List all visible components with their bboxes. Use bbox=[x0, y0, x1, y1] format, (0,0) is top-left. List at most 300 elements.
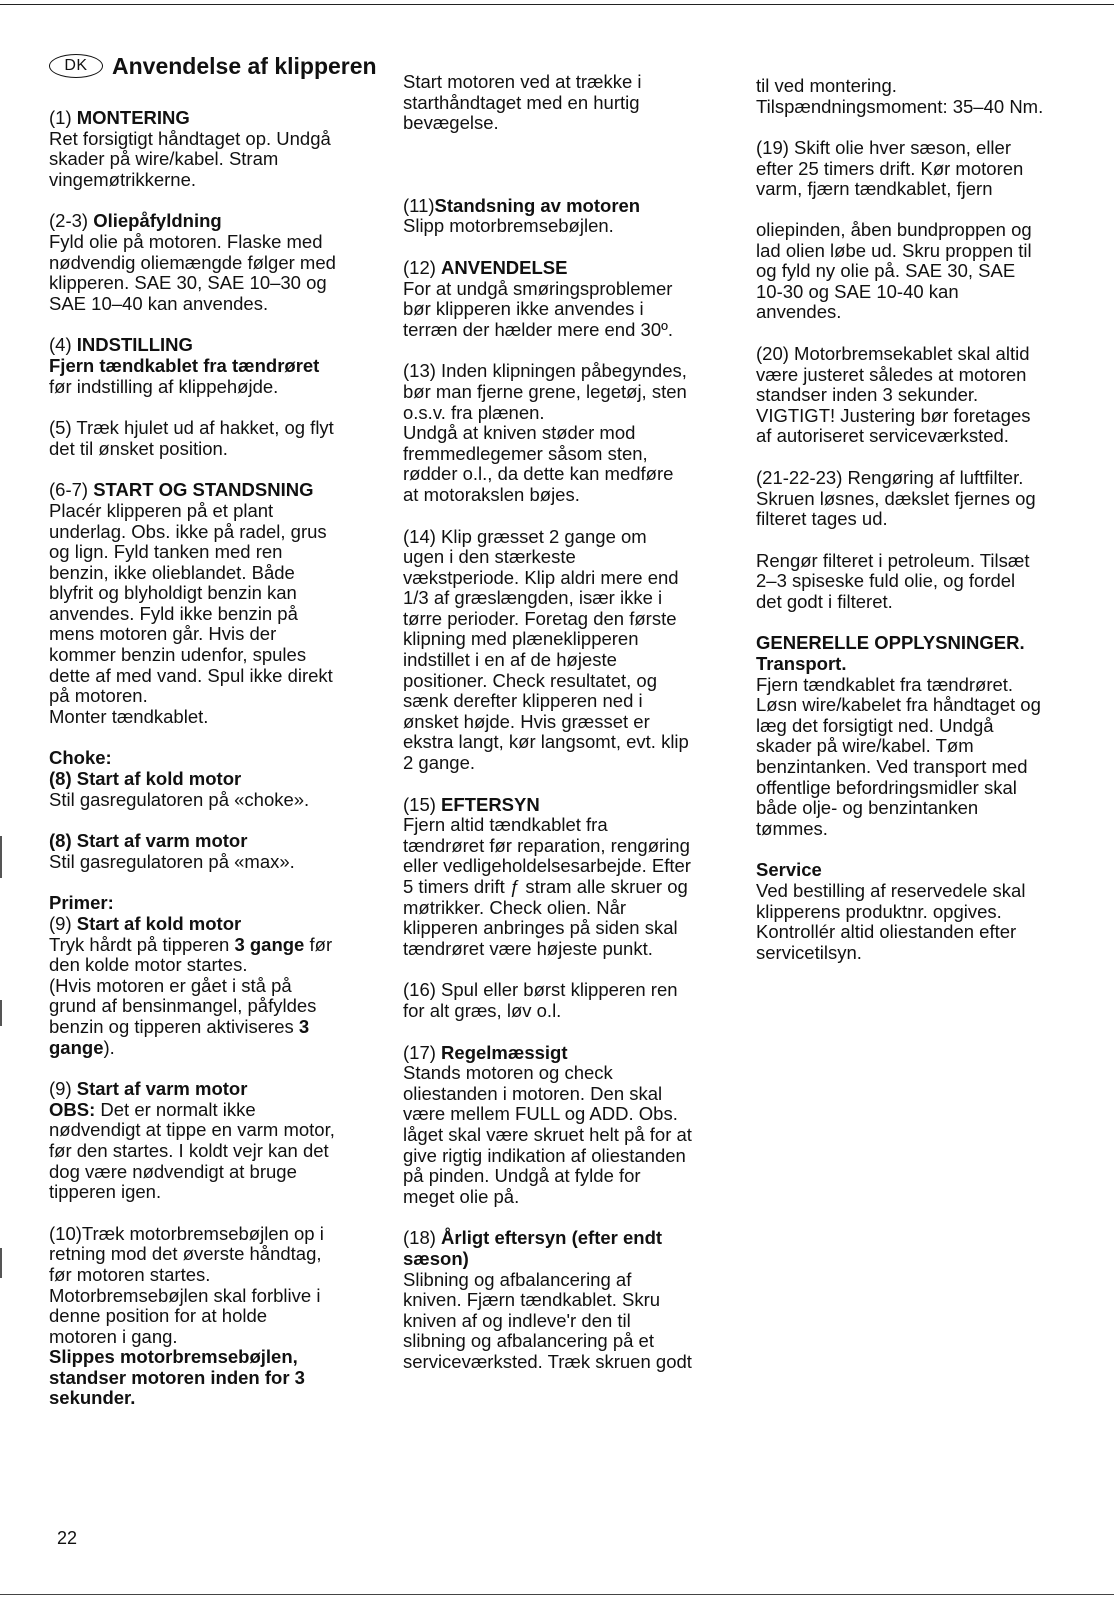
text-line bbox=[49, 294, 379, 315]
section bbox=[49, 748, 379, 810]
text: bør man fjerne grene, legetøj, sten bbox=[403, 380, 687, 402]
section-heading bbox=[49, 480, 379, 501]
text-line bbox=[49, 1120, 379, 1141]
text: Stil gasregulatoren på «max». bbox=[49, 850, 295, 872]
section bbox=[403, 980, 738, 1021]
text-line bbox=[756, 406, 1096, 427]
section bbox=[49, 1224, 379, 1409]
section-title: Start af varm motor bbox=[76, 1078, 248, 1100]
spacer bbox=[403, 134, 738, 175]
text-line bbox=[403, 980, 738, 1001]
text-line bbox=[49, 645, 379, 666]
text: både olje- og benzintanken bbox=[756, 797, 979, 819]
text-line bbox=[756, 261, 1096, 282]
text-line bbox=[756, 97, 1096, 118]
column-3 bbox=[756, 76, 1096, 984]
text-line bbox=[49, 748, 379, 769]
text: Undgå at kniven støder mod bbox=[403, 422, 636, 444]
section-number: (1) bbox=[49, 107, 77, 128]
text: klipperen anbringes på siden skal bbox=[403, 917, 678, 939]
text-line bbox=[49, 1306, 379, 1327]
text-line bbox=[756, 302, 1096, 323]
text: ønsket højde. Hvis græsset er bbox=[403, 710, 650, 732]
section bbox=[403, 527, 738, 774]
text-line bbox=[49, 439, 379, 460]
text-line bbox=[403, 629, 738, 650]
bold-text: Transport. bbox=[756, 653, 847, 675]
text: slibning og afbalancering på et bbox=[403, 1330, 654, 1352]
text-line bbox=[49, 935, 379, 956]
section bbox=[403, 1228, 738, 1372]
text: (16) Spul eller børst klipperen ren bbox=[403, 979, 678, 1001]
text-line bbox=[49, 790, 379, 811]
text-line bbox=[403, 815, 738, 836]
text: vækstperiode. Klip aldri mere end bbox=[403, 566, 679, 588]
text-line bbox=[49, 356, 379, 377]
text: læg det forsigtigt ned. Undgå bbox=[756, 714, 994, 736]
bold-text: gange bbox=[49, 1036, 104, 1058]
section-number: (2-3) bbox=[49, 210, 94, 232]
text: Skruen løsnes, dækslet fjernes og bbox=[756, 487, 1036, 509]
text: skader på wire/kabel. Stram bbox=[49, 148, 279, 170]
text-line bbox=[756, 220, 1096, 241]
text-line bbox=[403, 1104, 738, 1125]
text: positioner. Check resultatet, og bbox=[403, 669, 658, 691]
text: Løsn wire/kabelet fra håndtaget og bbox=[756, 694, 1041, 716]
text: på pinden. Undgå at fylde for bbox=[403, 1165, 641, 1187]
text: til ved montering. bbox=[756, 75, 897, 96]
section-heading bbox=[403, 1228, 738, 1249]
text: kommer benzin udenfor, spules bbox=[49, 644, 307, 666]
text-line bbox=[756, 736, 1096, 757]
section bbox=[49, 893, 379, 1058]
section bbox=[49, 831, 379, 872]
bold-text: Fjern tændkablet fra tændrøret bbox=[49, 354, 320, 376]
section-number: (11) bbox=[403, 194, 435, 216]
bold-text: (8) Start af kold motor bbox=[49, 768, 242, 790]
section-number: (18) bbox=[403, 1227, 442, 1249]
text-line bbox=[756, 757, 1096, 778]
section-title: Oliepåfyldning bbox=[93, 210, 222, 232]
text: tømmes. bbox=[756, 817, 828, 839]
section-heading bbox=[403, 258, 738, 279]
section bbox=[403, 361, 738, 505]
section-heading bbox=[403, 196, 738, 217]
text-line bbox=[403, 1249, 738, 1270]
text: Stands motoren og check bbox=[403, 1062, 613, 1084]
text-line bbox=[49, 996, 379, 1017]
page-title-text: Anvendelse af klipperen bbox=[112, 53, 377, 79]
bold-text: sekunder. bbox=[49, 1387, 136, 1409]
text-line bbox=[756, 819, 1096, 840]
text-line bbox=[403, 403, 738, 424]
text-line bbox=[403, 1352, 738, 1373]
text-line bbox=[756, 76, 1096, 97]
text: eller vedligeholdelsesarbejde. Efter bbox=[403, 855, 691, 877]
text-line bbox=[403, 527, 738, 548]
section-heading bbox=[49, 914, 379, 935]
text-line bbox=[49, 955, 379, 976]
text-line bbox=[403, 423, 738, 444]
text-line bbox=[756, 922, 1096, 943]
text-line bbox=[49, 769, 379, 790]
text: (5) Træk hjulet ud af hakket, og flyt bbox=[49, 417, 334, 439]
text-line bbox=[49, 686, 379, 707]
text-line bbox=[403, 1187, 738, 1208]
text: klipperen. SAE 30, SAE 10–30 og bbox=[49, 272, 327, 294]
text: låget skal være skruet helt på for at bbox=[403, 1123, 692, 1145]
text-line bbox=[403, 320, 738, 341]
text: tændrøret være højeste punkt. bbox=[403, 937, 653, 959]
text-line bbox=[49, 1327, 379, 1348]
text-line bbox=[49, 170, 379, 191]
section bbox=[756, 138, 1096, 323]
text-line bbox=[49, 1368, 379, 1389]
text-line bbox=[49, 563, 379, 584]
bold-text: Slippes motorbremsebøjlen, bbox=[49, 1346, 298, 1368]
section-title: INDSTILLING bbox=[76, 334, 193, 356]
text-line bbox=[403, 1084, 738, 1105]
text-line bbox=[403, 1290, 738, 1311]
section bbox=[49, 418, 379, 459]
section-heading bbox=[403, 795, 738, 816]
text: standser inden 3 sekunder. bbox=[756, 384, 979, 406]
text: starthåndtaget med en hurtig bbox=[403, 91, 640, 113]
text: det godt i filteret. bbox=[756, 590, 893, 612]
text: kniven af og indleve'r den til bbox=[403, 1309, 631, 1331]
text-line bbox=[49, 852, 379, 873]
text: fremmedlegemer såsom sten, bbox=[403, 442, 648, 464]
text: være mellem FULL og ADD. Obs. bbox=[403, 1103, 678, 1125]
text: klipning med plæneklipperen bbox=[403, 628, 639, 650]
section-title: MONTERING bbox=[76, 107, 190, 128]
text: anvendes. bbox=[756, 301, 842, 323]
bold-text: Primer: bbox=[49, 892, 114, 914]
spacer bbox=[756, 200, 1096, 220]
text: grund af bensinmangel, påfyldes bbox=[49, 995, 317, 1017]
text: 5 timers drift ƒ stram alle skruer og bbox=[403, 876, 688, 897]
text: rødder o.l., da dette kan medføre bbox=[403, 463, 674, 485]
page-title bbox=[49, 52, 379, 80]
section bbox=[49, 480, 379, 727]
text: og fyld ny olie på. SAE 30, SAE bbox=[756, 260, 1016, 282]
section bbox=[756, 76, 1096, 117]
section bbox=[403, 196, 738, 237]
text-line bbox=[49, 893, 379, 914]
text: og lign. Fyld tanken med ren bbox=[49, 541, 283, 563]
text: retning mod det øverste håndtag, bbox=[49, 1243, 322, 1265]
text-line bbox=[403, 898, 738, 919]
text-line bbox=[49, 418, 379, 439]
section-title: Start af kold motor bbox=[76, 913, 242, 934]
text: før motoren startes. bbox=[49, 1263, 211, 1285]
page-number: 22 bbox=[57, 1528, 78, 1548]
text-line bbox=[49, 707, 379, 728]
text-line bbox=[756, 385, 1096, 406]
text: den kolde motor startes. bbox=[49, 954, 248, 976]
text: servicetilsyn. bbox=[756, 941, 862, 963]
text-line bbox=[403, 464, 738, 485]
section-heading bbox=[49, 335, 379, 356]
text-line bbox=[49, 583, 379, 604]
text: o.s.v. fra plænen. bbox=[403, 401, 545, 423]
bold-text: Service bbox=[756, 859, 822, 881]
text-line bbox=[756, 654, 1096, 675]
text-line bbox=[403, 1146, 738, 1167]
text: Motorbremsebøjlen skal forblive i bbox=[49, 1284, 321, 1306]
margin-mark bbox=[0, 1000, 2, 1026]
section-title: Regelmæssigt bbox=[441, 1041, 568, 1063]
text: anvendes. Fyld ikke benzin på bbox=[49, 602, 298, 624]
text-line bbox=[49, 831, 379, 852]
text-line bbox=[403, 72, 738, 93]
text-line bbox=[403, 568, 738, 589]
text: serviceværksted. Træk skruen godt bbox=[403, 1350, 692, 1372]
text-line bbox=[49, 273, 379, 294]
text-line bbox=[403, 609, 738, 630]
text-line bbox=[49, 1100, 379, 1121]
text: Tryk hårdt på tipperen bbox=[49, 933, 235, 955]
text: (19) Skift olie hver sæson, eller bbox=[756, 137, 1011, 159]
text-line bbox=[49, 1244, 379, 1265]
text: at motorakslen bøjes. bbox=[403, 483, 580, 505]
text: bevægelse. bbox=[403, 112, 499, 134]
text: Placér klipperen på et plant bbox=[49, 499, 274, 521]
text: før den startes. I koldt vejr kan det bbox=[49, 1139, 329, 1161]
bold-text: sæson) bbox=[403, 1247, 469, 1269]
text-line bbox=[49, 1388, 379, 1409]
section bbox=[49, 1079, 379, 1203]
text: Stil gasregulatoren på «choke». bbox=[49, 788, 310, 810]
text: 10-30 og SAE 10-40 kan bbox=[756, 280, 959, 302]
text-line bbox=[49, 377, 379, 398]
text: ekstra langt, kør langsomt, evt. klip bbox=[403, 731, 689, 753]
text-line bbox=[756, 675, 1096, 696]
text-line bbox=[403, 650, 738, 671]
text-line bbox=[49, 976, 379, 997]
section bbox=[403, 795, 738, 960]
column-1 bbox=[49, 52, 379, 1430]
section-number: (4) bbox=[49, 334, 77, 356]
text-line bbox=[403, 712, 738, 733]
section-title: Standsning av motoren bbox=[434, 194, 641, 216]
text: efter 25 timers drift. Kør motoren bbox=[756, 157, 1024, 179]
text-line bbox=[403, 671, 738, 692]
text: oliepinden, åben bundproppen og bbox=[756, 218, 1032, 240]
text-line bbox=[756, 365, 1096, 386]
text: bør klipperen ikke anvendes i bbox=[403, 298, 644, 320]
text: ugen i den stærkeste bbox=[403, 546, 576, 568]
text-line bbox=[403, 93, 738, 114]
text-line bbox=[756, 860, 1096, 881]
text-line bbox=[49, 542, 379, 563]
section-heading bbox=[49, 211, 379, 232]
text: møtrikker. Check olien. Når bbox=[403, 896, 627, 918]
text-line bbox=[756, 633, 1096, 654]
text-line bbox=[756, 695, 1096, 716]
text: Start motoren ved at trække i bbox=[403, 71, 642, 92]
text-line bbox=[403, 1125, 738, 1146]
text: nødvendig oliemængde følger med bbox=[49, 251, 336, 273]
text-line bbox=[49, 232, 379, 253]
section bbox=[403, 258, 738, 340]
text: Monter tændkablet. bbox=[49, 705, 209, 727]
section bbox=[756, 344, 1096, 447]
text: Fjern altid tændkablet fra bbox=[403, 814, 608, 836]
text-line bbox=[49, 1224, 379, 1245]
text-line bbox=[403, 939, 738, 960]
text: tipperen igen. bbox=[49, 1181, 162, 1203]
margin-mark bbox=[0, 836, 2, 878]
text: Slibning og afbalancering af bbox=[403, 1268, 632, 1290]
top-rule bbox=[0, 4, 1114, 5]
section-number: (9) bbox=[49, 1078, 77, 1100]
text: blyfrit og blyholdigt benzin kan bbox=[49, 582, 297, 604]
text-line bbox=[756, 551, 1096, 572]
text-line bbox=[756, 282, 1096, 303]
text: oliestanden i motoren. Den skal bbox=[403, 1082, 663, 1104]
text-line bbox=[49, 1286, 379, 1307]
text: dog være nødvendigt at bruge bbox=[49, 1160, 297, 1182]
text-line bbox=[403, 1331, 738, 1352]
bold-text: Choke: bbox=[49, 747, 112, 769]
text-line bbox=[403, 1166, 738, 1187]
bold-text: GENERELLE OPPLYSNINGER. bbox=[756, 632, 1025, 654]
text-line bbox=[403, 444, 738, 465]
section-heading bbox=[403, 1043, 738, 1064]
text-line bbox=[756, 344, 1096, 365]
section-number: (17) bbox=[403, 1041, 442, 1063]
text-line bbox=[403, 382, 738, 403]
section-number: (12) bbox=[403, 256, 442, 278]
text-line bbox=[756, 571, 1096, 592]
text: 2 gange. bbox=[403, 752, 476, 774]
text: benzintanken. Ved transport med bbox=[756, 756, 1028, 778]
text: (14) Klip græsset 2 gange om bbox=[403, 525, 647, 547]
text: tørre perioder. Foretag den første bbox=[403, 607, 677, 629]
section-heading bbox=[49, 108, 379, 129]
section bbox=[49, 108, 379, 190]
bold-text: standser motoren inden for 3 bbox=[49, 1366, 305, 1388]
text-line bbox=[403, 113, 738, 134]
text: tændrøret før reparation, rengøring bbox=[403, 834, 690, 856]
text-line bbox=[49, 522, 379, 543]
text-line bbox=[756, 468, 1096, 489]
text: give rigtig indikation af oliestanden bbox=[403, 1144, 686, 1166]
text: sænk derefter klipperen ned i bbox=[403, 690, 643, 712]
text: før indstilling af klippehøjde. bbox=[49, 375, 279, 397]
text: klipperens produktnr. opgives. bbox=[756, 900, 1002, 922]
text-line bbox=[403, 856, 738, 877]
text: af autoriseret serviceværksted. bbox=[756, 425, 1009, 447]
text: mens motoren går. Hvis der bbox=[49, 623, 277, 645]
section-number: (15) bbox=[403, 793, 442, 815]
text: skader på wire/kabel. Tøm bbox=[756, 735, 974, 757]
language-badge-dk: DK bbox=[49, 54, 103, 78]
section bbox=[403, 72, 738, 175]
text-line bbox=[403, 1001, 738, 1022]
text: før bbox=[304, 933, 333, 955]
text-line bbox=[49, 253, 379, 274]
text-line bbox=[403, 547, 738, 568]
text-line bbox=[49, 666, 379, 687]
text: meget olie på. bbox=[403, 1185, 520, 1207]
text: 2–3 spiseske fuld olie, og fordel bbox=[756, 570, 1016, 592]
text-line bbox=[49, 501, 379, 522]
text: terræn der hælder mere end 30º. bbox=[403, 318, 674, 340]
text: filteret tages ud. bbox=[756, 508, 888, 530]
text: Tilspændningsmoment: 35–40 Nm. bbox=[756, 95, 1044, 117]
section bbox=[756, 551, 1096, 613]
text: (21-22-23) Rengøring af luftfilter. bbox=[756, 466, 1024, 488]
section-title: EFTERSYN bbox=[441, 793, 540, 815]
section bbox=[49, 211, 379, 314]
text: ). bbox=[103, 1036, 115, 1058]
section bbox=[756, 633, 1096, 839]
bold-text: (8) Start af varm motor bbox=[49, 830, 248, 852]
text-line bbox=[403, 732, 738, 753]
text-line bbox=[756, 159, 1096, 180]
text: Ret forsigtigt håndtaget op. Undgå bbox=[49, 127, 331, 149]
text-line bbox=[756, 241, 1096, 262]
text-line bbox=[49, 149, 379, 170]
bold-text: OBS: bbox=[49, 1098, 96, 1120]
text: Kontrollér altid oliestanden efter bbox=[756, 921, 1017, 943]
text-line bbox=[756, 179, 1096, 200]
section-heading bbox=[49, 1079, 379, 1100]
text: underlag. Obs. ikke på radel, grus bbox=[49, 520, 327, 542]
text-line bbox=[49, 624, 379, 645]
bottom-rule bbox=[0, 1594, 1114, 1595]
text: 1/3 af græslængden, især ikke i bbox=[403, 587, 663, 609]
text: (Hvis motoren er gået i stå på bbox=[49, 974, 292, 996]
text-line bbox=[756, 138, 1096, 159]
text: nødvendigt at tippe en varm motor, bbox=[49, 1119, 335, 1141]
text: indstillet i en af de højeste bbox=[403, 649, 617, 671]
text: vingemøtrikkerne. bbox=[49, 168, 197, 190]
text: på motoren. bbox=[49, 685, 148, 707]
text: Det er normalt ikke bbox=[95, 1098, 256, 1120]
text-line bbox=[403, 1311, 738, 1332]
text-line bbox=[403, 1270, 738, 1291]
text-line bbox=[756, 943, 1096, 964]
text-line bbox=[403, 1063, 738, 1084]
text: Fjern tændkablet fra tændrøret. bbox=[756, 673, 1014, 695]
text-line bbox=[756, 902, 1096, 923]
section bbox=[756, 860, 1096, 963]
text: Rengør filteret i petroleum. Tilsæt bbox=[756, 549, 1030, 571]
text: lad olien løbe ud. Skru proppen til bbox=[756, 239, 1032, 261]
text-line bbox=[756, 592, 1096, 613]
section bbox=[756, 468, 1096, 530]
text: Ved bestilling af reservedele skal bbox=[756, 880, 1026, 901]
bold-text: 3 gange bbox=[234, 933, 305, 955]
text-line bbox=[403, 918, 738, 939]
text-line bbox=[756, 489, 1096, 510]
text-line bbox=[756, 798, 1096, 819]
text: benzin og tipperen aktiviseres bbox=[49, 1015, 299, 1037]
text: (10)Træk motorbremsebøjlen op i bbox=[49, 1222, 324, 1244]
column-2 bbox=[403, 72, 738, 1393]
text: dette af med vand. Spul ikke direkt bbox=[49, 664, 333, 686]
text: Fyld olie på motoren. Flaske med bbox=[49, 230, 323, 252]
text-line bbox=[756, 881, 1096, 902]
text-line bbox=[756, 509, 1096, 530]
text: denne position for at holde bbox=[49, 1305, 268, 1327]
text-line bbox=[403, 753, 738, 774]
text-line bbox=[756, 426, 1096, 447]
text: være justeret således at motoren bbox=[756, 363, 1027, 385]
